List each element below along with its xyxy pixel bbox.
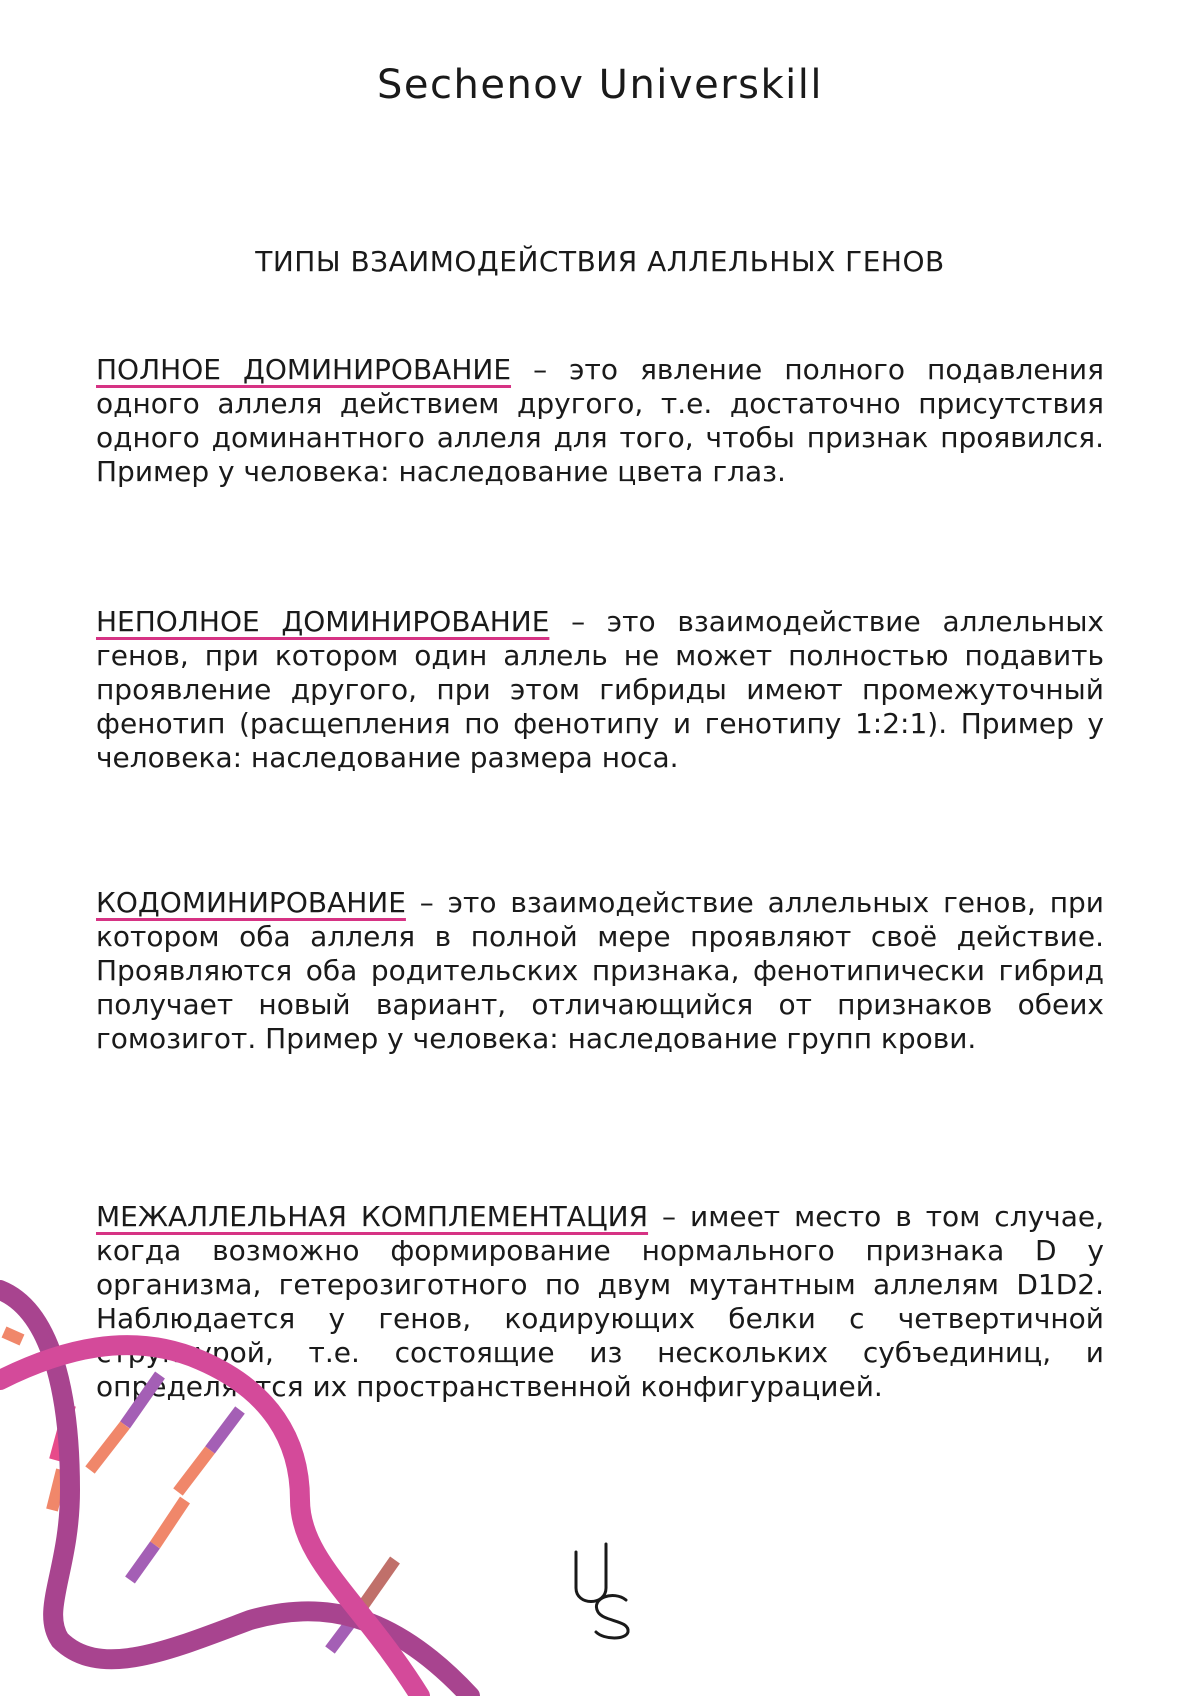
us-monogram-logo: [568, 1540, 638, 1640]
section-text: – это взаимодействие аллельных генов, при котором оба аллеля в полной мере проявляют своё действие. Проявляются оба родительских признака, фенотипически гибрид получает новый вариант, отличающийся от признаков обеих гомозигот. Пример у человека: наследование групп крови.: [96, 886, 1104, 1055]
section-incomplete-dominance: [96, 605, 1104, 775]
section-text: – имеет место в том случае, когда возможно формирование нормального признака D у организма, гетерозиготного по двум мутантным аллелям D1D2. Наблюдается у генов, кодирующих белки с четвертичной структурой, т.е. состоящие из нескольких субъединиц, и определяется их пространственной конфигурацией.: [96, 1200, 1104, 1403]
section-complete-dominance: [96, 353, 1104, 489]
section-term: НЕПОЛНОЕ ДОМИНИРОВАНИЕ: [96, 605, 550, 638]
section-term: ПОЛНОЕ ДОМИНИРОВАНИЕ: [96, 353, 512, 386]
section-text: – это взаимодействие аллельных генов, при котором один аллель не может полностью подавить проявление другого, при этом гибриды имеют промежуточный фенотип (расщепления по фенотипу и генотипу 1:2:1). Пример у человека: наследование размера носа.: [96, 605, 1105, 774]
dna-rung: [4, 1332, 22, 1340]
section-codominance: [96, 886, 1104, 1056]
dna-rung: [130, 1545, 155, 1580]
dna-helix-icon: [0, 1270, 480, 1696]
dna-rung: [90, 1425, 125, 1470]
section-text: – это явление полного подавления одного аллеля действием другого, т.е. достаточно присутствия одного доминантного аллеля для того, чтобы признак проявился. Пример у человека: наследование цвета глаз.: [96, 353, 1104, 488]
dna-rung: [155, 1500, 185, 1545]
section-term: МЕЖАЛЛЕЛЬНАЯ КОМПЛЕМЕНТАЦИЯ: [96, 1200, 649, 1233]
dna-rung: [178, 1450, 210, 1492]
page-title: ТИПЫ ВЗАИМОДЕЙСТВИЯ АЛЛЕЛЬНЫХ ГЕНОВ: [255, 245, 945, 278]
dna-rung: [125, 1375, 160, 1425]
dna-rung: [210, 1410, 240, 1450]
section-term: КОДОМИНИРОВАНИЕ: [96, 886, 406, 919]
dna-rung: [360, 1560, 395, 1610]
brand-header: Sechenov Universkill: [377, 62, 823, 108]
